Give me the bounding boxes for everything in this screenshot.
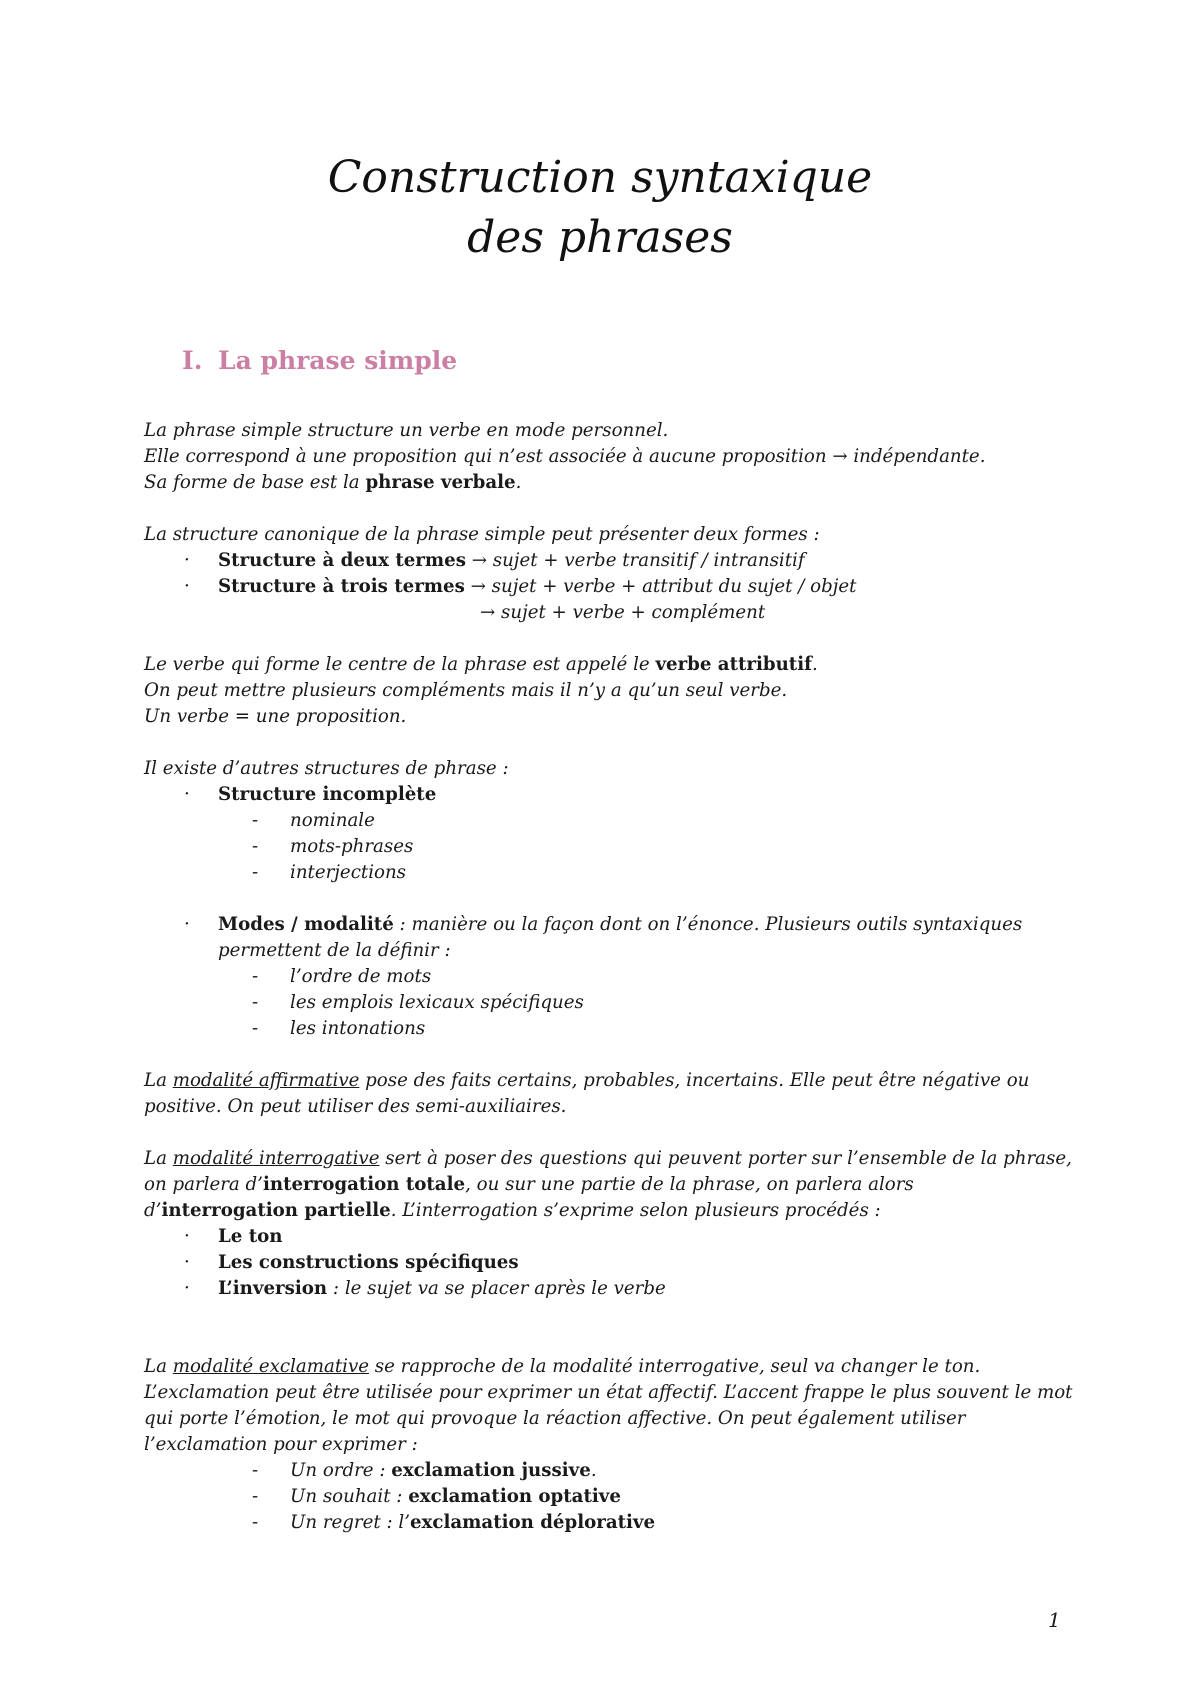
text-span: Un ordre : bbox=[290, 1460, 392, 1481]
bold-term: Structure à deux termes bbox=[218, 550, 466, 571]
sub-item bbox=[144, 1458, 1084, 1484]
page-number: 1 bbox=[1048, 1608, 1061, 1632]
paragraph-line bbox=[144, 1068, 1084, 1094]
paragraph-line: Un verbe = une proposition. bbox=[144, 706, 407, 727]
text-span: d’ bbox=[144, 1200, 162, 1221]
text-span: . bbox=[590, 1460, 597, 1481]
text-span: : le sujet va se placer après le verbe bbox=[327, 1278, 666, 1299]
section-number: I. bbox=[182, 346, 203, 375]
text-span: Un souhait : bbox=[290, 1486, 409, 1507]
paragraph-line bbox=[144, 1198, 1084, 1224]
bold-term: Le ton bbox=[218, 1226, 283, 1247]
bullet-item bbox=[144, 782, 1084, 808]
bullet-item bbox=[144, 548, 1084, 574]
document-title bbox=[0, 148, 1200, 268]
bullet-item bbox=[144, 1250, 1084, 1276]
paragraph-line: La phrase simple structure un verbe en mode personnel. bbox=[144, 420, 669, 441]
paragraph-line: l’exclamation pour exprimer : bbox=[144, 1434, 418, 1455]
dash-symbol: - bbox=[252, 1460, 259, 1481]
sub-item bbox=[144, 964, 1084, 990]
text-span: , ou sur une partie de la phrase, on parlera alors bbox=[465, 1174, 914, 1195]
sub-item bbox=[144, 990, 1084, 1016]
section-title: La phrase simple bbox=[218, 346, 458, 375]
bold-term: verbe attributif bbox=[655, 654, 812, 675]
sub-item-text: nominale bbox=[290, 810, 375, 831]
text-span: se rapproche de la modalité interrogative, seul va changer le ton. bbox=[369, 1356, 981, 1377]
paragraph-line bbox=[144, 1172, 1084, 1198]
bullet-symbol: · bbox=[184, 914, 190, 935]
paragraph-line bbox=[144, 652, 1084, 678]
paragraph-line: Elle correspond à une proposition qui n’est associée à aucune proposition → indépendante. bbox=[144, 446, 986, 467]
bold-term: phrase verbale bbox=[365, 472, 516, 493]
paragraph-line bbox=[144, 1354, 1084, 1380]
bullet-symbol: · bbox=[184, 1252, 190, 1273]
dash-symbol: - bbox=[252, 992, 259, 1013]
text-span: → sujet + verbe + attribut du sujet / objet bbox=[464, 576, 857, 597]
sub-item-text: interjections bbox=[290, 862, 407, 883]
bullet-symbol: · bbox=[184, 550, 190, 571]
bullet-item bbox=[144, 912, 1084, 964]
bullet-symbol: · bbox=[184, 784, 190, 805]
dash-symbol: - bbox=[252, 836, 259, 857]
text-span: Un regret : l’ bbox=[290, 1512, 410, 1533]
sub-item-text: les intonations bbox=[290, 1018, 426, 1039]
bullet-symbol: · bbox=[184, 1226, 190, 1247]
dash-symbol: - bbox=[252, 1486, 259, 1507]
paragraph-line bbox=[144, 1146, 1084, 1172]
title-line-2: des phrases bbox=[467, 212, 733, 263]
sub-item bbox=[144, 808, 1084, 834]
paragraph-line: On peut mettre plusieurs compléments mais il n’y a qu’un seul verbe. bbox=[144, 680, 788, 701]
underlined-term: modalité affirmative bbox=[172, 1070, 360, 1091]
dash-symbol: - bbox=[252, 862, 259, 883]
text-span: La bbox=[144, 1148, 173, 1169]
text-span: : manière ou la façon dont on l’énonce. Plusieurs outils syntaxiques permettent de la définir : bbox=[218, 914, 1023, 961]
bullet-item bbox=[144, 1276, 1084, 1302]
text-span: Sa forme de base est la bbox=[144, 472, 366, 493]
sub-item-text: mots-phrases bbox=[290, 836, 414, 857]
sub-item bbox=[144, 860, 1084, 886]
bold-term: Structure incomplète bbox=[218, 784, 437, 805]
text-span: La bbox=[144, 1356, 173, 1377]
dash-symbol: - bbox=[252, 810, 259, 831]
bold-term: exclamation jussive bbox=[391, 1460, 591, 1481]
bold-term: Structure à trois termes bbox=[218, 576, 465, 597]
bullet-continuation: → sujet + verbe + complément bbox=[480, 602, 766, 623]
sub-item bbox=[144, 1510, 1084, 1536]
paragraph-line: qui porte l’émotion, le mot qui provoque la réaction affective. On peut également utiliser bbox=[144, 1408, 966, 1429]
text-span: . bbox=[515, 472, 522, 493]
underlined-term: modalité interrogative bbox=[172, 1148, 380, 1169]
document-body bbox=[144, 418, 1084, 1536]
sub-item bbox=[144, 1016, 1084, 1042]
sub-item bbox=[144, 1484, 1084, 1510]
text-span: Le verbe qui forme le centre de la phrase est appelé le bbox=[144, 654, 656, 675]
text-span: . L’interrogation s’exprime selon plusieurs procédés : bbox=[390, 1200, 881, 1221]
bold-term: exclamation déplorative bbox=[409, 1512, 656, 1533]
bold-term: interrogation partielle bbox=[161, 1200, 391, 1221]
bullet-symbol: · bbox=[184, 1278, 190, 1299]
paragraph-line: La structure canonique de la phrase simple peut présenter deux formes : bbox=[144, 524, 820, 545]
paragraph-line: positive. On peut utiliser des semi-auxiliaires. bbox=[144, 1096, 567, 1117]
dash-symbol: - bbox=[252, 1512, 259, 1533]
paragraph-line bbox=[144, 470, 1084, 496]
bold-term: L’inversion bbox=[218, 1278, 328, 1299]
bullet-item bbox=[144, 1224, 1084, 1250]
bullet-item bbox=[144, 574, 1084, 600]
paragraph-line: L’exclamation peut être utilisée pour exprimer un état affectif. L’accent frappe le plus souvent le mot bbox=[144, 1382, 1073, 1403]
paragraph-line: Il existe d’autres structures de phrase : bbox=[144, 758, 509, 779]
text-span: → sujet + verbe transitif / intransitif bbox=[465, 550, 805, 571]
dash-symbol: - bbox=[252, 966, 259, 987]
dash-symbol: - bbox=[252, 1018, 259, 1039]
sub-item-text: l’ordre de mots bbox=[290, 966, 432, 987]
text-span: pose des faits certains, probables, incertains. Elle peut être négative ou bbox=[359, 1070, 1030, 1091]
bold-term: exclamation optative bbox=[408, 1486, 621, 1507]
underlined-term: modalité exclamative bbox=[172, 1356, 369, 1377]
text-span: . bbox=[811, 654, 818, 675]
sub-item-text: les emplois lexicaux spécifiques bbox=[290, 992, 584, 1013]
text-span: on parlera d’ bbox=[144, 1174, 263, 1195]
bold-term: interrogation totale bbox=[262, 1174, 466, 1195]
section-heading bbox=[182, 346, 457, 375]
bold-term: Les constructions spécifiques bbox=[218, 1252, 519, 1273]
text-span: La bbox=[144, 1070, 173, 1091]
title-line-1: Construction syntaxique bbox=[327, 152, 873, 203]
sub-item bbox=[144, 834, 1084, 860]
bold-term: Modes / modalité bbox=[218, 914, 394, 935]
bullet-symbol: · bbox=[184, 576, 190, 597]
text-span: sert à poser des questions qui peuvent porter sur l’ensemble de la phrase, bbox=[379, 1148, 1072, 1169]
